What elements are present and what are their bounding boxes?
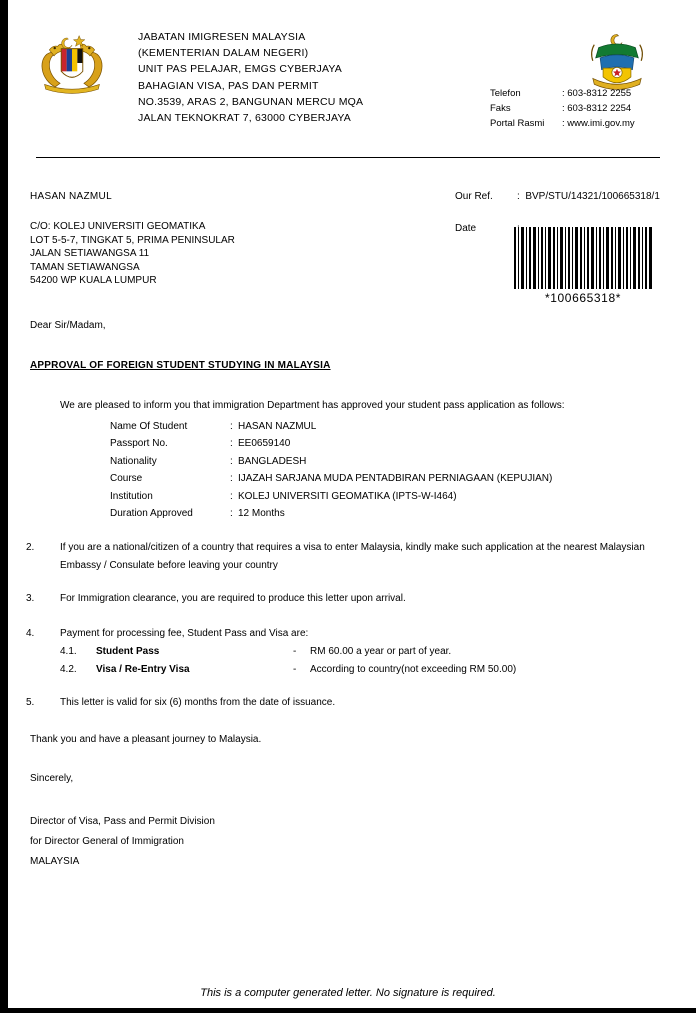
fee-dash: -	[293, 664, 297, 675]
our-ref-colon: :	[517, 191, 520, 202]
detail-label: Institution	[110, 490, 153, 502]
contact-row	[490, 116, 635, 131]
clause-4	[26, 625, 646, 643]
intro-paragraph: We are pleased to inform you that immigration Department has approved your student pass application as follows:	[60, 400, 565, 411]
recipient-address-line: LOT 5-5-7, TINGKAT 5, PRIMA PENINSULAR	[30, 234, 235, 246]
clause-number: 4.	[26, 628, 35, 639]
contact-value: : 603-8312 2255	[562, 88, 632, 99]
detail-value: BANGLADESH	[238, 455, 307, 467]
detail-row	[110, 435, 552, 452]
detail-row	[110, 470, 552, 487]
recipient-address	[30, 220, 235, 288]
recipient-address-line: C/O: KOLEJ UNIVERSITI GEOMATIKA	[30, 221, 206, 232]
clause-5	[26, 694, 646, 712]
signature-line: for Director General of Immigration	[30, 836, 184, 847]
org-line-4: BAHAGIAN VISA, PAS DAN PERMIT	[138, 79, 319, 92]
malaysia-coat-of-arms-icon	[36, 32, 108, 94]
detail-colon: :	[230, 421, 233, 432]
detail-value: EE0659140	[238, 438, 291, 450]
our-ref-value: BVP/STU/14321/100665318/1	[525, 191, 660, 202]
fee-row	[60, 643, 660, 661]
scan-edge-artifact	[0, 0, 8, 1013]
detail-row	[110, 418, 552, 435]
detail-row	[110, 505, 552, 522]
barcode-image	[512, 227, 654, 289]
fee-number: 4.2.	[60, 664, 77, 675]
signature-line: MALAYSIA	[30, 856, 80, 867]
org-line-3: UNIT PAS PELAJAR, EMGS CYBERJAYA	[138, 63, 343, 76]
sincerely-text: Sincerely,	[30, 773, 74, 784]
detail-label: Duration Approved	[110, 508, 193, 520]
barcode	[512, 227, 654, 289]
contact-row	[490, 86, 635, 101]
footer-note: This is a computer generated letter. No signature is required.	[200, 987, 496, 999]
contact-row	[490, 101, 635, 116]
clause-text: Payment for processing fee, Student Pass and Visa are:	[60, 628, 309, 639]
contact-label: Portal Rasmi	[490, 118, 545, 129]
clause-3	[26, 590, 646, 608]
fee-row	[60, 661, 660, 679]
fee-list	[60, 643, 660, 679]
detail-row	[110, 488, 552, 505]
detail-label: Nationality	[110, 455, 157, 467]
detail-colon: :	[230, 508, 233, 520]
recipient-address-line: 54200 WP KUALA LUMPUR	[30, 275, 157, 287]
recipient-address-line: JALAN SETIAWANGSA 11	[30, 248, 150, 260]
contact-label: Faks	[490, 103, 511, 114]
contact-block	[490, 86, 635, 131]
detail-colon: :	[230, 473, 233, 485]
barcode-text: *100665318*	[544, 291, 621, 305]
clause-text: If you are a national/citizen of a country that requires a visa to enter Malaysia, kindly make such application at the nearest Malaysian Embassy / Consulate before leaving your country	[60, 542, 645, 571]
clause-2	[26, 539, 674, 575]
fee-name: Visa / Re-Entry Visa	[96, 664, 190, 675]
our-ref	[455, 191, 660, 202]
detail-value: 12 Months	[238, 508, 285, 520]
thanks-text: Thank you and have a pleasant journey to Malaysia.	[30, 734, 262, 745]
detail-label: Name Of Student	[110, 421, 188, 432]
detail-label: Course	[110, 473, 143, 485]
clause-text: This letter is valid for six (6) months from the date of issuance.	[60, 697, 336, 708]
org-address-block	[138, 29, 363, 126]
org-line-6: JALAN TEKNOKRAT 7, 63000 CYBERJAYA	[138, 112, 351, 125]
scan-bottom-artifact	[0, 1008, 696, 1013]
detail-label: Passport No.	[110, 438, 168, 450]
contact-label: Telefon	[490, 88, 521, 99]
org-line-2: (KEMENTERIAN DALAM NEGERI)	[138, 47, 309, 60]
recipient-name: HASAN NAZMUL	[30, 191, 112, 202]
clause-number: 5.	[26, 697, 35, 708]
detail-value: IJAZAH SARJANA MUDA PENTADBIRAN PERNIAGAAN (KEPUJIAN)	[238, 473, 553, 485]
salutation: Dear Sir/Madam,	[30, 320, 106, 331]
detail-row	[110, 453, 552, 470]
fee-value: RM 60.00 a year or part of year.	[310, 646, 452, 657]
clause-number: 3.	[26, 593, 35, 604]
detail-value: KOLEJ UNIVERSITI GEOMATIKA (IPTS-W-I464)	[238, 490, 457, 502]
date-line	[455, 223, 520, 234]
fee-value: According to country(not exceeding RM 50.00)	[310, 664, 517, 675]
signature-block	[30, 812, 215, 872]
fee-dash: -	[293, 646, 297, 657]
recipient-address-line: TAMAN SETIAWANGSA	[30, 261, 140, 273]
detail-colon: :	[230, 490, 233, 502]
letterhead	[28, 24, 668, 139]
org-line-1: JABATAN IMIGRESEN MALAYSIA	[138, 31, 306, 43]
clause-number: 2.	[26, 542, 35, 553]
detail-value: HASAN NAZMUL	[238, 421, 317, 432]
header-divider	[36, 157, 660, 158]
contact-value: : 603-8312 2254	[562, 103, 632, 114]
detail-colon: :	[230, 455, 233, 467]
fee-name: Student Pass	[96, 646, 160, 657]
detail-colon: :	[230, 438, 233, 450]
date-label: Date	[455, 223, 477, 234]
org-line-5: NO.3539, ARAS 2, BANGUNAN MERCU MQA	[138, 95, 364, 108]
fee-number: 4.1.	[60, 646, 77, 657]
letter-subject: APPROVAL OF FOREIGN STUDENT STUDYING IN MALAYSIA	[30, 360, 331, 371]
student-details-table	[110, 418, 552, 522]
signature-line: Director of Visa, Pass and Permit Division	[30, 816, 215, 827]
contact-value: : www.imi.gov.my	[562, 118, 635, 129]
our-ref-label: Our Ref.	[455, 191, 493, 202]
clause-text: For Immigration clearance, you are required to produce this letter upon arrival.	[60, 593, 406, 604]
